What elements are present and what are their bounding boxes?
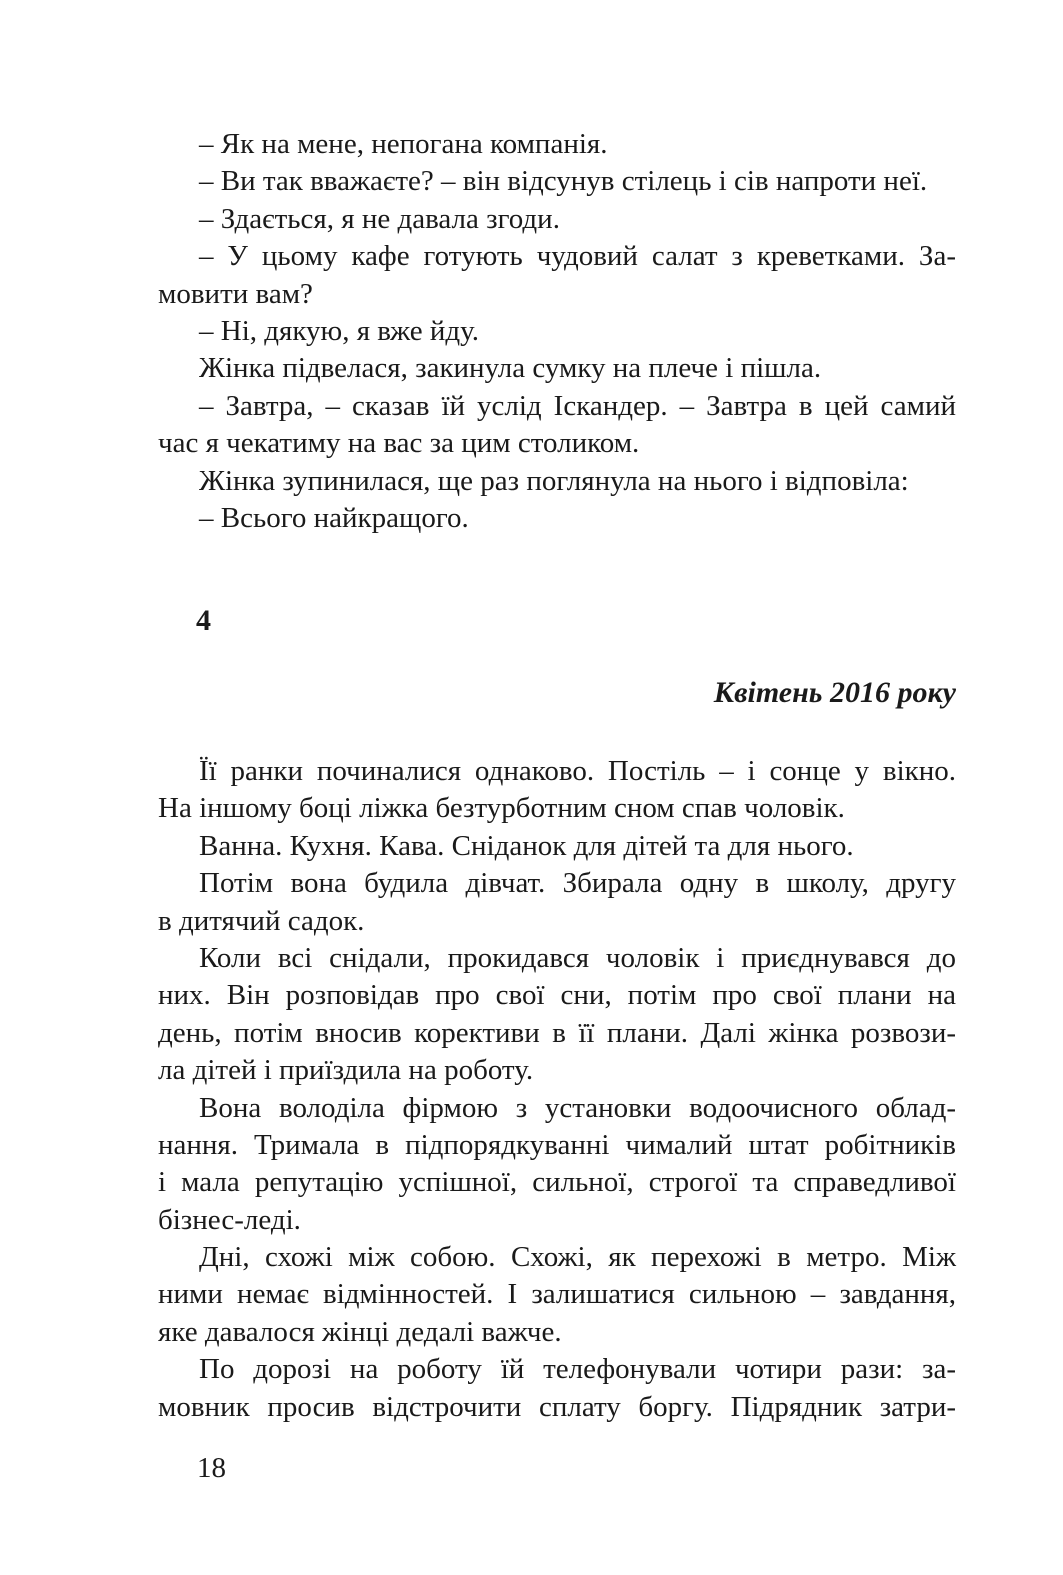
chapter-number: 4 [196, 604, 211, 637]
text-line: – Здається, я не давала згоди. [199, 202, 560, 235]
text-line: мовник просив відстрочити сплату боргу. Підрядник затри- [158, 1390, 956, 1423]
text-line: – Як на мене, непогана компанія. [199, 128, 608, 160]
text-line: – Всього найкращого. [199, 501, 469, 534]
text-line: мовити вам? [158, 277, 313, 310]
text-line: Ванна. Кухня. Кава. Сніданок для дітей та для нього. [199, 829, 854, 862]
text-line: На іншому боці ліжка безтурботним сном спав чоловік. [158, 792, 845, 825]
text-line: день, потім вносив корективи в її плани. Далі жінка розвози- [158, 1016, 956, 1049]
text-line: – Ви так вважаєте? – він відсунув стілець і сів напроти неї. [199, 165, 928, 198]
text-line: Потім вона будила дівчат. Збирала одну в школу, другу [199, 867, 956, 900]
text-line: Вона володіла фірмою з установки водоочисного облад- [199, 1091, 956, 1124]
text-line: Дні, схожі між собою. Схожі, як перехожі в метро. Між [199, 1241, 956, 1274]
text-line: в дитячий садок. [158, 904, 365, 937]
text-line: яке давалося жінці дедалі важче. [158, 1315, 562, 1348]
text-line: Жінка зупинилася, ще раз поглянула на нього і відповіла: [199, 464, 909, 497]
text-line: ними немає відмінностей. І залишатися сильною – завдання, [158, 1278, 956, 1311]
chapter-body [158, 753, 956, 1426]
text-line: – Завтра, – сказав їй услід Іскандер. – Завтра в цей самий [199, 389, 956, 422]
page-number: 18 [197, 1452, 226, 1484]
text-line: нання. Тримала в підпорядкуванні чималий штат робітників [158, 1128, 956, 1161]
text-line: – У цьому кафе готують чудовий салат з креветками. За- [199, 240, 956, 273]
text-line: Її ранки починалися однаково. Постіль – і сонце у вікно. [199, 755, 956, 787]
dialogue-block [158, 126, 956, 537]
text-line: час я чекатиму на вас за цим столиком. [158, 427, 640, 460]
text-line: бізнес-леді. [158, 1203, 301, 1236]
text-line: них. Він розповідав про свої сни, потім про свої плани на [158, 979, 956, 1012]
text-line: Коли всі снідали, прокидався чоловік і приєднувався до [199, 941, 956, 974]
chapter-dateline: Квітень 2016 року [713, 676, 956, 709]
text-line: Жінка підвелася, закинула сумку на плече і пішла. [199, 352, 822, 385]
text-line: і мала репутацію успішної, сильної, строгої та справедливої [158, 1166, 956, 1199]
text-line: ла дітей і приїздила на роботу. [158, 1054, 534, 1087]
text-line: – Ні, дякую, я вже йду. [199, 314, 480, 347]
text-line: По дорозі на роботу їй телефонували чотири рази: за- [199, 1353, 956, 1386]
